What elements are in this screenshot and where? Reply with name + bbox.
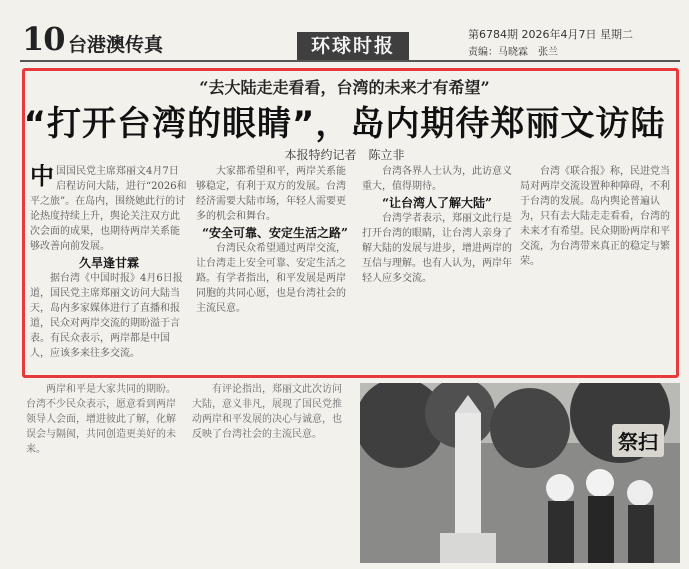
lower-column-2 <box>192 382 350 562</box>
article-column-1 <box>30 164 188 374</box>
news-photo <box>360 383 680 563</box>
subheading: “安全可靠、安定生活之路” <box>202 226 348 240</box>
article-column-4 <box>520 164 672 374</box>
article-byline: 本报特约记者 陈立非 <box>284 148 405 162</box>
body-paragraph: 台湾学者表示，郑丽文此行是打开台湾的眼睛，让台湾人亲身了解大陆的发展与进步，增进两岸的互信与理解。也有人认为，两岸年轻人应多交流。 <box>362 213 512 284</box>
article-kicker: “去大陆走走看看，台湾的未来才有希望” <box>199 78 490 97</box>
article-column-3 <box>362 164 512 374</box>
photo-illustration <box>360 383 680 563</box>
page-number: 10 <box>22 20 65 58</box>
body-paragraph: 两岸和平是大家共同的期盼。台湾不少民众表示，愿意看到两岸领导人会面，增进彼此了解，化解误会与隔阂，共同创造更美好的未来。 <box>26 384 176 455</box>
issue-info: 第6784期 2026年4月7日 星期二 <box>468 28 633 41</box>
body-paragraph: 据台湾《中国时报》4月6日报道，国民党主席郑丽文访问大陆当天，岛内多家媒体进行了直播和报道，民众对两岸交流的期盼溢于言表。有民众表示，两岸都是中国人，应该多来往多交流。 <box>30 273 183 359</box>
subheading: “让台湾人了解大陆” <box>382 196 492 210</box>
article-headline: “打开台湾的眼睛”，岛内期待郑丽文访陆 <box>23 104 666 144</box>
body-paragraph: 大家都希望和平，两岸关系能够稳定，有利于双方的发展。台湾经济需要大陆市场，年轻人需要更多的机会和舞台。 <box>196 166 346 222</box>
lower-column-1 <box>26 382 184 562</box>
section-title: 台港澳传真 <box>68 34 164 56</box>
header-divider <box>20 60 680 62</box>
body-paragraph: 台湾各界人士认为，此访意义重大，值得期待。 <box>362 166 512 192</box>
photo-caption: 祭扫 <box>612 424 664 457</box>
lead-paragraph: 国国民党主席郑丽文4月7日启程访问大陆，进行“2026和平之旅”。在岛内，围绕她此行的讨论热度持续上升，舆论关注双方此次会面的成果，也期待两岸关系能够改善向前发展。 <box>30 166 187 252</box>
article-column-2 <box>196 164 354 374</box>
body-paragraph: 有评论指出，郑丽文此次访问大陆，意义非凡，展现了国民党推动两岸和平发展的决心与诚意，也反映了台湾社会的主流民意。 <box>192 384 342 440</box>
body-paragraph: 台湾《联合报》称，民进党当局对两岸交流设置种种障碍，不利于台湾的发展。岛内舆论普遍认为，只有去大陆走走看看，台湾的未来才有希望。民众期盼两岸和平交流，为台湾带来真正的稳定与繁荣。 <box>520 166 670 267</box>
newspaper-logo: 环球时报 <box>297 32 409 60</box>
drop-cap: 中 <box>30 164 54 190</box>
editor-info: 责编：马晓霖 张兰 <box>468 47 558 58</box>
body-paragraph: 台湾民众希望通过两岸交流，让台湾走上安全可靠、安定生活之路。有学者指出，和平发展是两岸同胞的共同心愿，也是台湾社会的主流民意。 <box>196 243 346 314</box>
subheading: 久旱逢甘霖 <box>78 256 139 270</box>
